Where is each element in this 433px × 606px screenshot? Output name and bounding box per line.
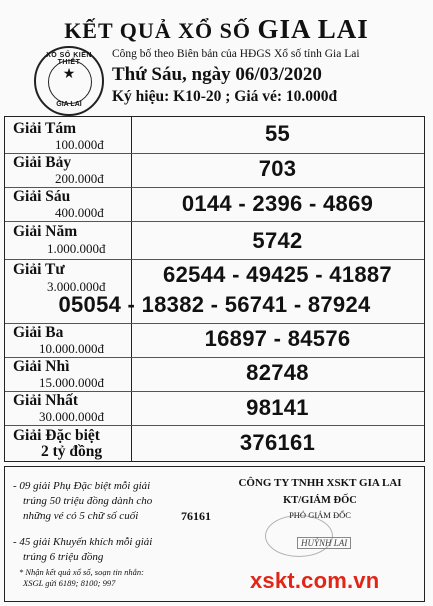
prize-name: Giải Đặc biệt bbox=[13, 427, 100, 444]
lottery-seal-logo bbox=[34, 46, 104, 116]
row-divider bbox=[5, 259, 424, 260]
prize-table bbox=[4, 116, 425, 462]
official-stamp bbox=[265, 515, 333, 557]
winning-numbers-line2: 05054 - 18382 - 56741 - 87924 bbox=[58, 292, 371, 317]
company-name: CÔNG TY TNHH XSKT GIA LAI bbox=[238, 477, 402, 489]
title-prefix: KẾT QUẢ XỔ SỐ bbox=[64, 18, 251, 43]
note-sms: * Nhận kết quả xổ số, soạn tin nhắn: bbox=[19, 567, 144, 577]
brand-watermark: xskt.com.vn bbox=[250, 568, 380, 593]
note-line: trúng 50 triệu đồng dành cho bbox=[23, 495, 153, 507]
ticket-code-price: Ký hiệu: K10-20 ; Giá vé: 10.000đ bbox=[112, 88, 338, 105]
page-title bbox=[0, 14, 433, 45]
note-line: - 09 giải Phụ Đặc biệt mỗi giải bbox=[13, 480, 151, 492]
star-icon: ★ bbox=[62, 67, 76, 82]
prize-name: Giải Bảy bbox=[13, 154, 72, 171]
seal-bottom-text: GIA LAI bbox=[56, 101, 82, 108]
winning-numbers: 0144 - 2396 - 4869 bbox=[181, 191, 374, 216]
winning-numbers: 62544 - 49425 - 41887 bbox=[163, 262, 392, 287]
winning-numbers: 98141 bbox=[246, 395, 309, 420]
prize-name: Giải Tư bbox=[13, 261, 65, 278]
prize-value: 400.000đ bbox=[55, 205, 104, 220]
director-title: KT/GIÁM ĐỐC bbox=[283, 495, 357, 506]
row-divider bbox=[5, 323, 424, 324]
winning-numbers: 5742 bbox=[252, 228, 303, 253]
prize-name: Giải Ba bbox=[13, 324, 64, 341]
note-line: - 45 giải Khuyến khích mỗi giải bbox=[13, 536, 153, 548]
signature-name: HUỲNH LAI bbox=[297, 537, 351, 549]
prize-value: 2 tỷ đồng bbox=[41, 443, 103, 460]
prize-name: Giải Nhất bbox=[13, 392, 79, 409]
prize-name: Giải Tám bbox=[13, 120, 77, 137]
winning-numbers: 16897 - 84576 bbox=[204, 326, 351, 351]
winning-numbers: 55 bbox=[264, 121, 291, 146]
prize-value: 3.000.000đ bbox=[47, 279, 106, 294]
prize-value: 30.000.000đ bbox=[39, 409, 104, 424]
winning-numbers: 703 bbox=[258, 156, 297, 181]
deputy-title: PHÓ GIÁM ĐỐC bbox=[289, 510, 351, 520]
row-divider bbox=[5, 425, 424, 426]
note-number: 76161 bbox=[181, 509, 211, 523]
note-line: những vé có 5 chữ số cuối bbox=[23, 510, 139, 522]
prize-value: 15.000.000đ bbox=[39, 375, 104, 390]
prize-name: Giải Sáu bbox=[13, 188, 71, 205]
winning-numbers: 82748 bbox=[246, 360, 309, 385]
prize-value: 1.000.000đ bbox=[47, 241, 106, 256]
subtitle: Công bố theo Biên bản của HĐGS Xổ số tỉnh Gia Lai bbox=[112, 48, 360, 60]
prize-value: 100.000đ bbox=[55, 137, 104, 152]
draw-date: Thứ Sáu, ngày 06/03/2020 bbox=[112, 64, 322, 85]
prize-value: 200.000đ bbox=[55, 171, 104, 186]
row-divider bbox=[5, 221, 424, 222]
title-province: GIA LAI bbox=[257, 14, 369, 44]
seal-top-text: XỔ SỐ KIẾN THIẾT bbox=[46, 52, 92, 66]
prize-name: Giải Năm bbox=[13, 223, 78, 240]
winning-numbers-special: 376161 bbox=[239, 430, 316, 455]
prize-value: 10.000.000đ bbox=[39, 341, 104, 356]
note-line: trúng 6 triệu đồng bbox=[23, 551, 104, 563]
prize-name: Giải Nhì bbox=[13, 358, 70, 375]
note-sms: XSGL gửi 6189; 8100; 997 bbox=[23, 578, 116, 588]
